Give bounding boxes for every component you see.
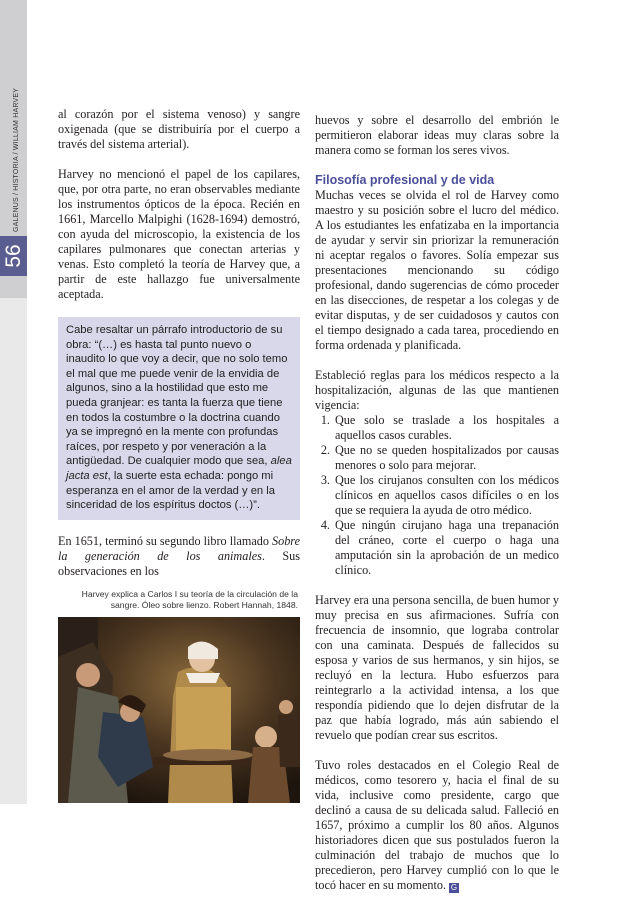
- quote-italic: alea jacta est: [66, 455, 292, 482]
- paragraph-text: Tuvo roles destacados en el Colegio Real de médicos, como tesorero y, hacia el final de su vida, inclusive como presidente, cargo que declinó a causa de su delicada salud. Falleció en 1657, próximo a cumplir los 80 años. Algunos historiadores dicen que sus postulados fueron la culminación del trabajo de muchos que lo precedieron, pero Harvey cumplió con lo que le tocó hacer en su momento.: [315, 758, 559, 892]
- paragraph: [58, 534, 300, 579]
- paragraph-text: En 1651, terminó su segundo libro llamado: [58, 533, 273, 548]
- painting-illustration: [58, 617, 300, 803]
- book-title: Sobre la generación de los animales: [58, 533, 300, 563]
- quote-box: [58, 317, 300, 520]
- page-number: 56: [1, 244, 25, 268]
- right-column: [315, 113, 559, 908]
- running-head: GALENUS / HISTORIA / WILLIAM HARVEY: [13, 87, 20, 232]
- rules-list: [315, 413, 559, 578]
- list-item: 1. Que solo se traslade a los hospitales a aquellos casos curables.: [333, 413, 559, 443]
- list-item: 3. Que los cirujanos consulten con los médicos clínicos en aquellos casos difíciles o en los que se requiera la ayuda de otro médico.: [333, 473, 559, 518]
- figure-caption: Harvey explica a Carlos I su teoría de la circulación de la sangre. Óleo sobre lienzo. Robert Hannah, 1848.: [81, 588, 298, 610]
- paragraph: Muchas veces se olvida el rol de Harvey como maestro y su posición sobre el lucro del médico. A los estudiantes les enfatizaba en la importancia de ayudar y servir sin priorizar la remuneración ni aceptar regalos o favores. Solía empezar sus presentaciones mencionando su código profesional, dando sugerencias de cómo proceder en las disecciones, de respetar a los colegas y de evitar disputas, y de ser cuidadosos y cautos con el tiempo designado a cada tarea, procediendo en forma ordenada y planificada.: [315, 188, 559, 352]
- painting-image: [58, 617, 300, 803]
- paragraph: huevos y sobre el desarrollo del embrión le permitieron elaborar ideas muy claras sobre la manera como se forman los seres vivos.: [315, 113, 559, 157]
- paragraph: Estableció reglas para los médicos respecto a la hospitalización, algunas de las que mantienen vigencia:: [315, 368, 559, 412]
- left-column: [58, 107, 300, 803]
- paragraph: Harvey era una persona sencilla, de buen humor y muy precisa en sus afirmaciones. Sufría con frecuencia de insomnio, que lograba controlar con una caminata. Después de fallecidos su esposa y varios de sus hermanos, y sin hijos, se recluyó en la lectura. Hubo esfuerzos para reintegrarlo a la actividad intensa, a los que respondía pidiendo que lo dejen disfrutar de la paz que había logrado, más aún sabiendo el revuelo que podían crear sus escritos.: [315, 593, 559, 742]
- paragraph: al corazón por el sistema venoso) y sangre oxigenada (que se distribuiría por el cuerpo a través del sistema arterial).: [58, 107, 300, 151]
- end-mark-icon: G: [450, 883, 458, 892]
- list-item: 4. Que ningún cirujano haga una trepanación del cráneo, corte el cuerpo o haga una amputación sin la aprobación de un medico clínico.: [333, 518, 559, 578]
- list-item: 2. Que no se queden hospitalizados por causas menores o solo para mejorar.: [333, 443, 559, 473]
- page-number-tab: [0, 236, 27, 276]
- paragraph: [315, 758, 559, 893]
- section-title: Filosofía profesional y de vida: [315, 173, 495, 187]
- paragraph: Harvey no mencionó el papel de los capilares, que, por otra parte, no eran observables mediante los instrumentos ópticos de la época. Recién en 1661, Marcello Malpighi (1628-1694) demostró, con ayuda del microscopio, la existencia de los capilares pulmonares que conectan arterias y venas. Esto completó la teoría de Harvey que, a partir de este hallazgo fue universalmente aceptada.: [58, 167, 300, 301]
- quote-text: Cabe resaltar un párrafo introductorio de su obra: “(…) es hasta tal punto nuevo o inaudito lo que voy a decir, que no solo temo el mal que me puede venir de la envidia de algunos, sino a la hostilidad que esto me pueda granjear: es tanta la fuerza que tiene en todos la costumbre o la doctrina cuando ya se impregnó en la mente con profundas raíces, por respeto y por veneración a la antigüedad. De cualquier modo que sea,: [66, 324, 288, 468]
- quote-text: , la suerte esta echada: pongo mi esperanza en el amor de la verdad y en la sinceridad de los espíritus doctos (…)”.: [66, 469, 275, 512]
- paragraph-text: . Sus observaciones en los: [58, 548, 300, 578]
